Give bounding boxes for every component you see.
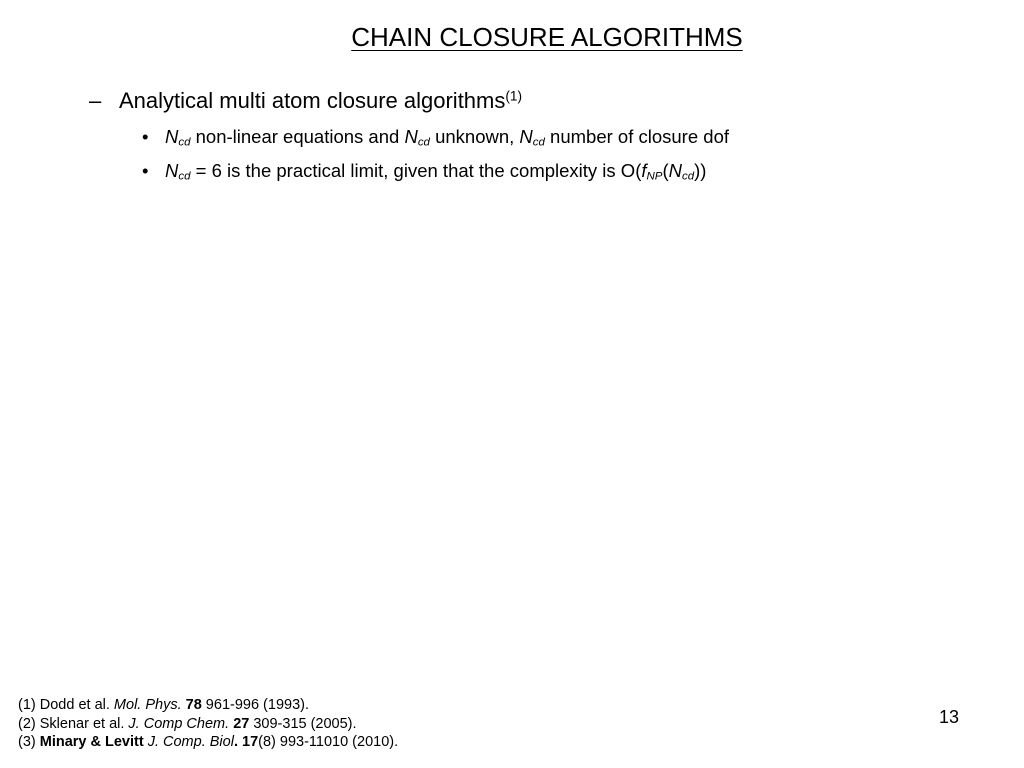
bullet-text: $N_{cd}$ non-linear equations and $N_{cd}$ unknown, $N_{cd}$ number of closure dof (165, 126, 729, 149)
reference-3: (3) Minary & Levitt J. Comp. Biol. 17(8) 993-11010 (2010). (18, 734, 399, 750)
page-number: 13 (939, 707, 960, 727)
reference-1: (1) Dodd et al. Mol. Phys. 78 961-996 (1993). (18, 697, 309, 713)
reference-2: (2) Sklenar et al. J. Comp Chem. 27 309-315 (2005). (18, 715, 357, 732)
bullet-text: $N_{cd} = 6$ is the practical limit, given that the complexity is $O(f_{NP}(N_{cd}))$ (165, 160, 707, 183)
dash-bullet-marker: – (89, 88, 102, 113)
citation-superscript: (1) (505, 88, 523, 104)
bullet-text: Analytical multi atom closure algorithms$^{(1)}$ (119, 88, 523, 113)
dot-bullet-marker: • (142, 126, 149, 147)
references (18, 696, 398, 752)
dot-bullet-marker: • (142, 160, 149, 181)
slide-title: CHAIN CLOSURE ALGORITHMS (351, 22, 743, 52)
